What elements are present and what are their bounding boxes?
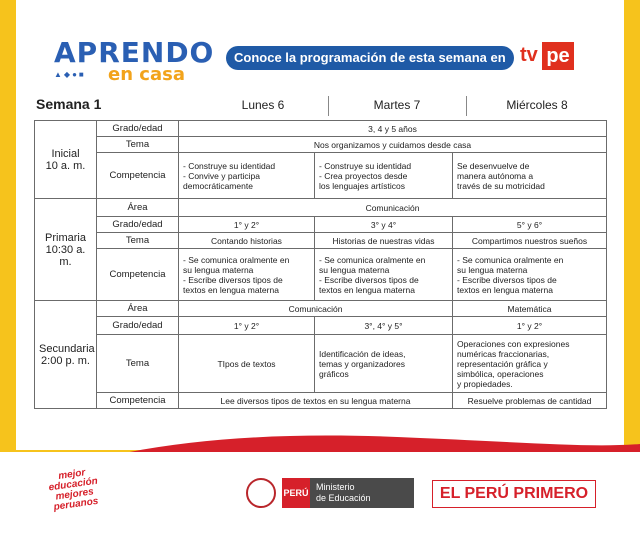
level-primaria: Primaria 10:30 a. m.: [35, 199, 97, 301]
secundaria-competencia-comunicacion: Lee diversos tipos de textos en su lengua materna: [179, 393, 453, 409]
table-row: [35, 199, 607, 217]
table-row: [35, 301, 607, 317]
primaria-tema-miercoles: Compartimos nuestros sueños: [453, 233, 607, 249]
primaria-tema-martes: Historias de nuestras vidas: [315, 233, 453, 249]
primaria-competencia-miercoles: - Se comunica oralmente en su lengua materna - Escribe diversos tipos de textos en lengua materna: [453, 249, 607, 301]
primaria-area: Comunicación: [179, 199, 607, 217]
secundaria-area-matematica: Matemática: [453, 301, 607, 317]
secundaria-tema-lunes: TIpos de textos: [179, 335, 315, 393]
primaria-tema-lunes: Contando historias: [179, 233, 315, 249]
secundaria-grado-miercoles: 1° y 2°: [453, 317, 607, 335]
secundaria-grado-lunes: 1° y 2°: [179, 317, 315, 335]
primaria-grado-lunes: 1° y 2°: [179, 217, 315, 233]
inicial-grado: 3, 4 y 5 años: [179, 121, 607, 137]
logo-shapes-icon: ▲◆●■: [54, 70, 86, 79]
day-header-tuesday: Martes 7: [373, 98, 421, 112]
secundaria-grado-martes: 3°, 4° y 5°: [315, 317, 453, 335]
el-peru-primero-logo: EL PERÚ PRIMERO: [432, 480, 596, 508]
row-label-grado: Grado/edad: [97, 317, 179, 335]
row-label-tema: Tema: [97, 233, 179, 249]
table-row: [35, 335, 607, 393]
table-row: [35, 153, 607, 199]
tvpe-tv-text: tv: [520, 44, 538, 66]
primaria-competencia-martes: - Se comunica oralmente en su lengua materna - Escribe diversos tipos de textos en lengua materna: [315, 249, 453, 301]
row-label-tema: Tema: [97, 137, 179, 153]
row-label-grado: Grado/edad: [97, 121, 179, 137]
table-row: [35, 137, 607, 153]
row-label-area: Área: [97, 301, 179, 317]
mejor-educacion-logo: mejor educación mejores peruanos: [47, 467, 100, 513]
inicial-competencia-miercoles: Se desenvuelve de manera autónoma a través de su motricidad: [453, 153, 607, 199]
day-divider: [466, 96, 467, 116]
aprendo-en-casa-logo: [54, 36, 215, 88]
peru-coat-of-arms-icon: [246, 478, 276, 508]
table-row: [35, 121, 607, 137]
table-row: [35, 249, 607, 301]
ministerio-educacion-logo: Ministerio de Educación: [310, 478, 414, 508]
inicial-tema: Nos organizamos y cuidamos desde casa: [179, 137, 607, 153]
table-row: [35, 317, 607, 335]
row-label-tema: Tema: [97, 335, 179, 393]
primaria-grado-miercoles: 5° y 6°: [453, 217, 607, 233]
primaria-grado-martes: 3° y 4°: [315, 217, 453, 233]
level-secundaria: Secundaria 2:00 p. m.: [35, 301, 97, 409]
secundaria-tema-miercoles: Operaciones con expresiones numéricas fraccionarias, representación gráfica y simbólica, operaciones y propiedades.: [453, 335, 607, 393]
logo-main-text: APRENDO: [54, 36, 215, 69]
table-row: [35, 233, 607, 249]
tvpe-logo: [520, 42, 576, 72]
inicial-competencia-lunes: - Construye su identidad - Convive y participa democráticamente: [179, 153, 315, 199]
secundaria-area-comunicacion: Comunicación: [179, 301, 453, 317]
schedule-table: [34, 120, 607, 409]
row-label-area: Área: [97, 199, 179, 217]
tvpe-pe-text: pe: [542, 42, 574, 70]
row-label-competencia: Competencia: [97, 249, 179, 301]
logo-sub-text: en casa: [108, 64, 185, 85]
day-header-wednesday: Miércoles 8: [506, 98, 568, 112]
day-header-monday: Lunes 6: [241, 98, 285, 112]
table-row: [35, 393, 607, 409]
inicial-competencia-martes: - Construye su identidad - Crea proyectos desde los lenguajes artísticos: [315, 153, 453, 199]
table-row: [35, 217, 607, 233]
level-inicial: Inicial 10 a. m.: [35, 121, 97, 199]
day-divider: [328, 96, 329, 116]
peru-label: PERÚ: [282, 478, 310, 508]
secundaria-tema-martes: Identificación de ideas, temas y organizadores gráficos: [315, 335, 453, 393]
programming-banner: Conoce la programación de esta semana en: [226, 46, 514, 70]
secundaria-competencia-matematica: Resuelve problemas de cantidad: [453, 393, 607, 409]
row-label-grado: Grado/edad: [97, 217, 179, 233]
primaria-competencia-lunes: - Se comunica oralmente en su lengua materna - Escribe diversos tipos de textos en lengua materna: [179, 249, 315, 301]
row-label-competencia: Competencia: [97, 393, 179, 409]
week-label: Semana 1: [36, 96, 102, 112]
row-label-competencia: Competencia: [97, 153, 179, 199]
